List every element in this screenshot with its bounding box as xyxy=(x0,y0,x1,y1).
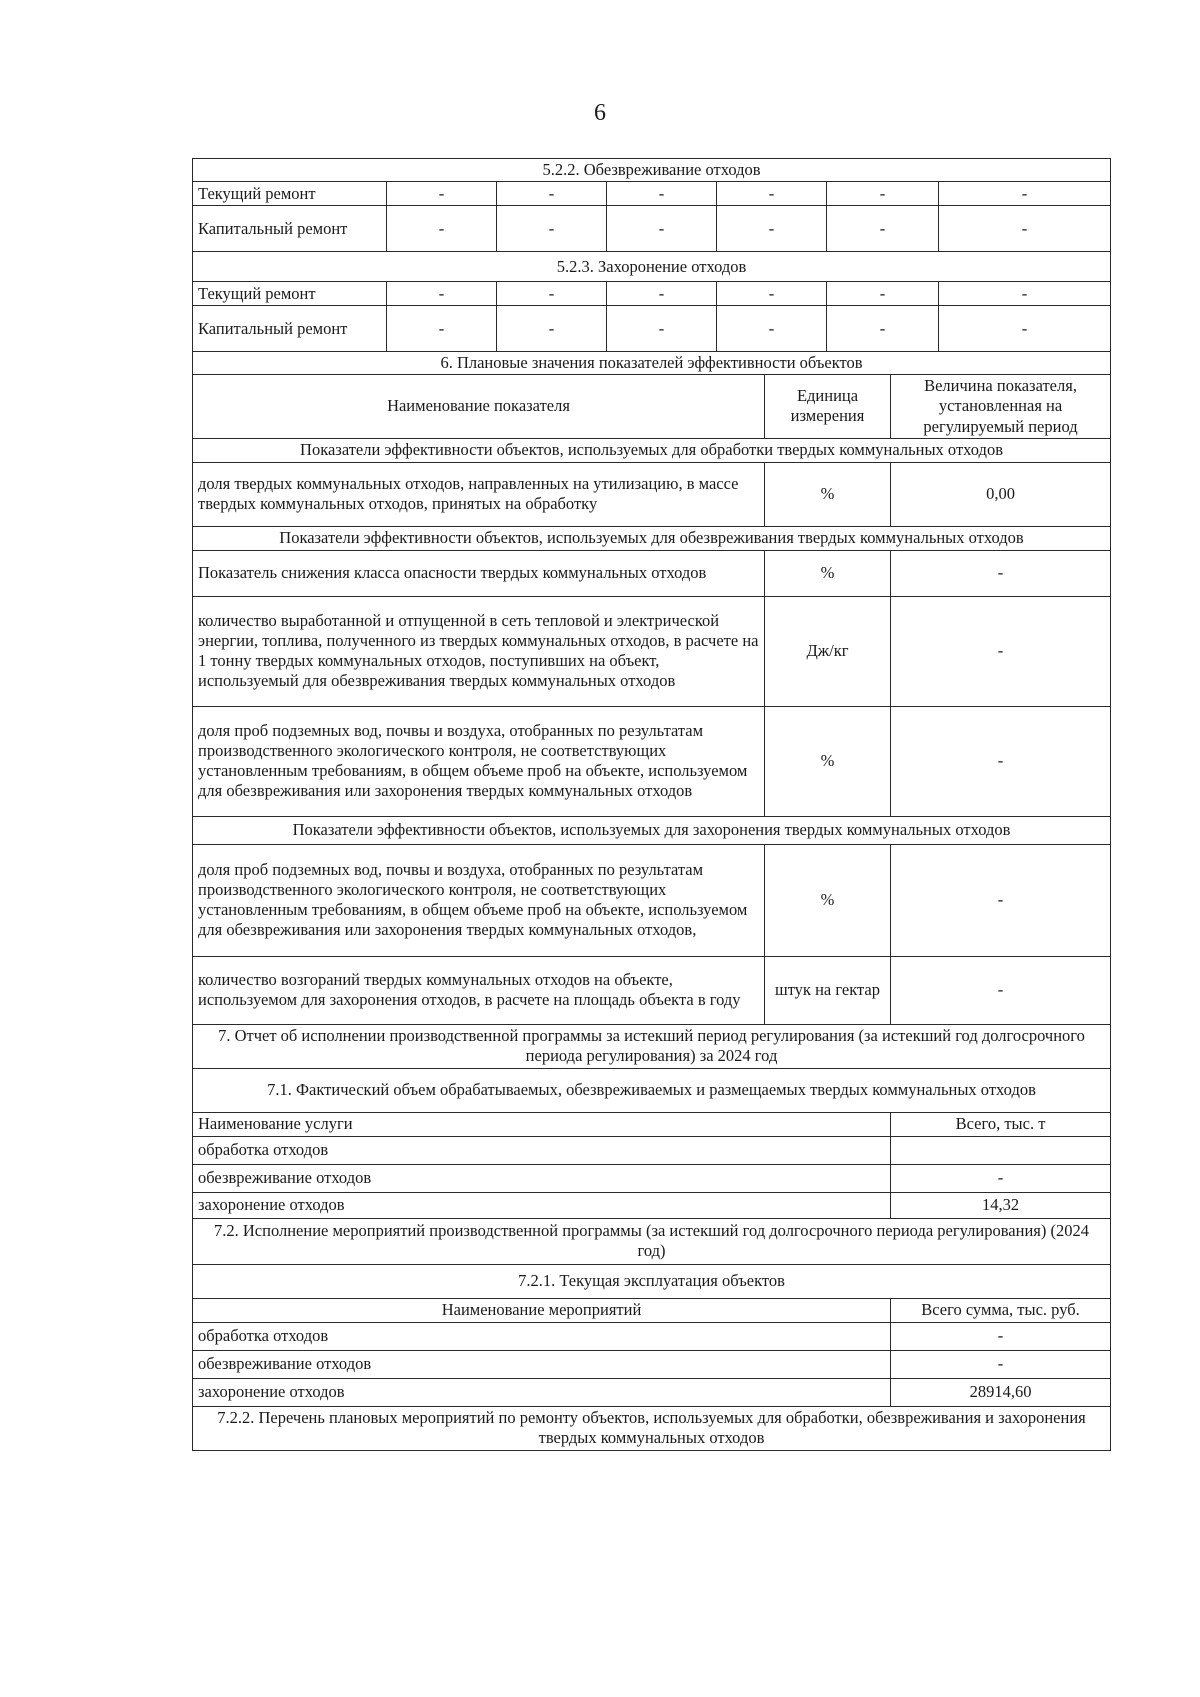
table-row xyxy=(193,844,1111,956)
row-label: Капитальный ремонт xyxy=(193,206,387,252)
indicators-table xyxy=(192,351,1111,1025)
group-title: Показатели эффективности объектов, используемых для захоронения твердых коммунальных отходов xyxy=(193,816,1111,844)
indicator-unit: Дж/кг xyxy=(765,596,891,706)
report-table xyxy=(192,1024,1111,1451)
cell: - xyxy=(717,206,827,252)
table-row xyxy=(193,706,1111,816)
cell: - xyxy=(717,282,827,306)
page-number: 6 xyxy=(594,100,606,126)
measure-value: - xyxy=(891,1350,1111,1378)
document-body xyxy=(192,158,1110,1451)
indicator-value: - xyxy=(891,706,1111,816)
table-row xyxy=(193,596,1111,706)
indicator-unit: штук на гектар xyxy=(765,956,891,1024)
group-title: Показатели эффективности объектов, используемых для обработки твердых коммунальных отходов xyxy=(193,438,1111,462)
cell: - xyxy=(497,282,607,306)
cell: - xyxy=(497,182,607,206)
cell: - xyxy=(827,182,939,206)
indicator-unit: % xyxy=(765,550,891,596)
indicator-value: - xyxy=(891,844,1111,956)
table-row xyxy=(193,462,1111,526)
table-row xyxy=(193,550,1111,596)
measure-name: обезвреживание отходов xyxy=(193,1350,891,1378)
table-row xyxy=(193,1350,1111,1378)
cell: - xyxy=(717,182,827,206)
cell: - xyxy=(827,206,939,252)
table-row xyxy=(193,1136,1111,1164)
cell: - xyxy=(607,282,717,306)
table-row xyxy=(193,206,1111,252)
section-title-6: 6. Плановые значения показателей эффективности объектов xyxy=(193,352,1111,375)
service-name: обработка отходов xyxy=(193,1136,891,1164)
header-total-sum: Всего сумма, тыс. руб. xyxy=(891,1298,1111,1322)
section-title-7: 7. Отчет об исполнении производственной программы за истекший период регулирования (за истекший год долгосрочного периода регулирования) за 2024 год xyxy=(193,1024,1111,1068)
table-row xyxy=(193,282,1111,306)
measure-value: 28914,60 xyxy=(891,1378,1111,1406)
indicator-name: количество возгораний твердых коммунальных отходов на объекте, используемом для захоронения отходов, в расчете на площадь объекта в году xyxy=(193,956,765,1024)
cell: - xyxy=(607,206,717,252)
cell: - xyxy=(939,282,1111,306)
table-row xyxy=(193,956,1111,1024)
indicator-unit: % xyxy=(765,462,891,526)
indicator-name: доля твердых коммунальных отходов, направленных на утилизацию, в массе твердых коммунальных отходов, принятых на обработку xyxy=(193,462,765,526)
table-row xyxy=(193,182,1111,206)
cell: - xyxy=(607,306,717,352)
subsection-title-722: 7.2.2. Перечень плановых мероприятий по ремонту объектов, используемых для обработки, обезвреживания и захоронения твердых коммунальных отходов xyxy=(193,1406,1111,1450)
header-unit: Единица измерения xyxy=(765,375,891,438)
table-row xyxy=(193,306,1111,352)
cell: - xyxy=(387,282,497,306)
indicator-unit: % xyxy=(765,844,891,956)
group-title: Показатели эффективности объектов, используемых для обезвреживания твердых коммунальных отходов xyxy=(193,526,1111,550)
header-measure-name: Наименование мероприятий xyxy=(193,1298,891,1322)
cell: - xyxy=(387,306,497,352)
indicator-name: доля проб подземных вод, почвы и воздуха, отобранных по результатам производственного экологического контроля, не соответствующих установленным требованиям, в общем объеме проб на объекте, используемом для обезвреживания или захоронения твердых коммунальных отходов, xyxy=(193,844,765,956)
repair-table xyxy=(192,158,1111,352)
section-title-522: 5.2.2. Обезвреживание отходов xyxy=(193,159,1111,182)
header-service-name: Наименование услуги xyxy=(193,1112,891,1136)
subsection-title-71: 7.1. Фактический объем обрабатываемых, обезвреживаемых и размещаемых твердых коммунальных отходов xyxy=(193,1068,1111,1112)
service-value: 14,32 xyxy=(891,1192,1111,1218)
indicator-value: - xyxy=(891,550,1111,596)
indicator-value: 0,00 xyxy=(891,462,1111,526)
table-row xyxy=(193,1378,1111,1406)
table-row xyxy=(193,1322,1111,1350)
indicator-name: количество выработанной и отпущенной в сеть тепловой и электрической энергии, топлива, полученного из твердых коммунальных отходов, в расчете на 1 тонну твердых коммунальных отходов, поступивших на объект, используемый для обезвреживания твердых коммунальных отходов xyxy=(193,596,765,706)
cell: - xyxy=(827,306,939,352)
cell: - xyxy=(939,306,1111,352)
measure-name: обработка отходов xyxy=(193,1322,891,1350)
indicator-name: Показатель снижения класса опасности твердых коммунальных отходов xyxy=(193,550,765,596)
header-total-volume: Всего, тыс. т xyxy=(891,1112,1111,1136)
measure-name: захоронение отходов xyxy=(193,1378,891,1406)
cell: - xyxy=(939,182,1111,206)
cell: - xyxy=(497,306,607,352)
service-name: обезвреживание отходов xyxy=(193,1164,891,1192)
cell: - xyxy=(939,206,1111,252)
indicator-value: - xyxy=(891,596,1111,706)
cell: - xyxy=(607,182,717,206)
header-name: Наименование показателя xyxy=(193,375,765,438)
cell: - xyxy=(827,282,939,306)
subsection-title-721: 7.2.1. Текущая эксплуатация объектов xyxy=(193,1264,1111,1298)
header-value: Величина показателя, установленная на регулируемый период xyxy=(891,375,1111,438)
measure-value: - xyxy=(891,1322,1111,1350)
cell: - xyxy=(497,206,607,252)
row-label: Капитальный ремонт xyxy=(193,306,387,352)
row-label: Текущий ремонт xyxy=(193,282,387,306)
section-title-523: 5.2.3. Захоронение отходов xyxy=(193,252,1111,282)
cell: - xyxy=(717,306,827,352)
indicator-name: доля проб подземных вод, почвы и воздуха, отобранных по результатам производственного экологического контроля, не соответствующих установленным требованиям, в общем объеме проб на объекте, используемом для обезвреживания или захоронения твердых коммунальных отходов xyxy=(193,706,765,816)
service-name: захоронение отходов xyxy=(193,1192,891,1218)
cell: - xyxy=(387,182,497,206)
subsection-title-72: 7.2. Исполнение мероприятий производственной программы (за истекший год долгосрочного периода регулирования) (2024 год) xyxy=(193,1218,1111,1264)
cell: - xyxy=(387,206,497,252)
service-value xyxy=(891,1136,1111,1164)
indicator-value: - xyxy=(891,956,1111,1024)
row-label: Текущий ремонт xyxy=(193,182,387,206)
table-row xyxy=(193,1192,1111,1218)
service-value: - xyxy=(891,1164,1111,1192)
table-row xyxy=(193,1164,1111,1192)
indicator-unit: % xyxy=(765,706,891,816)
